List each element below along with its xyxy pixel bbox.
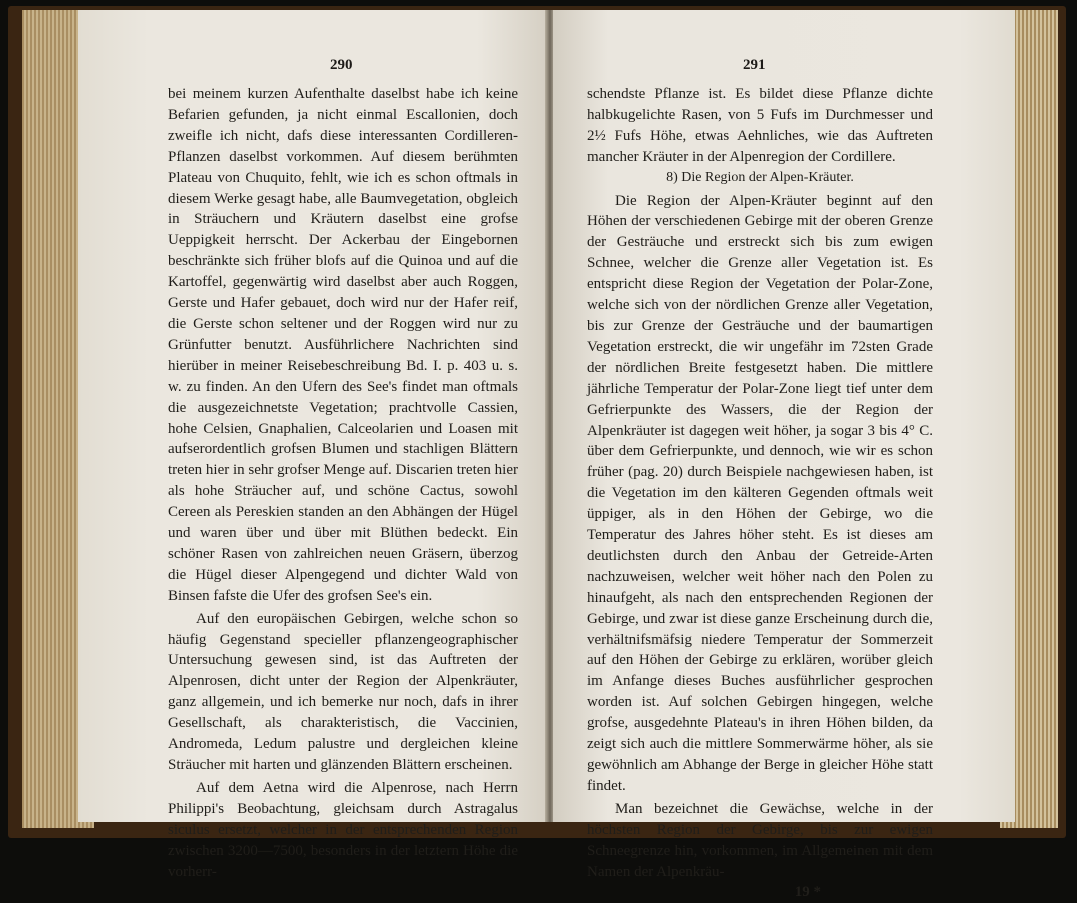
right-paragraph-2: Man bezeichnet die Gewächse, welche in der höchsten Region der Gebirge, bis zur ewigen Schneegrenze hin, vorkommen, im Allgemeinen mit dem Namen der Alpenkräu- xyxy=(587,800,933,880)
left-page xyxy=(78,10,548,880)
right-page-number: 291 xyxy=(743,57,766,73)
left-paragraph-1: bei meinem kurzen Aufenthalte daselbst habe ich keine Befarien gefunden, ja nicht einmal Escallonien, doch zweifle ich nicht, dafs diese interessanten Cordilleren-Pflanzen daselbst vorkommen. Auf diesem berühmten Plateau von Chuquito, fehlt, wie ich es schon oftmals in diesem Werke gesagt habe, alle Baumvegetation, obgleich in Sträuchern und Kräutern daselbst eine grofse Ueppigkeit herrscht. Der Ackerbau der Eingebornen beschränkte sich früher blofs auf die Quinoa und auf die Kartoffel, gegenwärtig wird daselbst aber auch Roggen, Gerste und Hafer gebauet, doch wird nur der Hafer reif, die Gerste schon seltener und der Roggen wird nur zu Grünfutter benutzt. Ausführlichere Nachrichten sind hierüber in meiner Reisebeschreibung Bd. I. p. 403 u. s. w. zu finden. An den Ufern des See's findet man oftmals die ausgezeichnetste Vegetation; prachtvolle Cassien, hohe Celsien, Gnaphalien, Calceolarien und Loasen mit aufserordentlich grofsen Blumen und stachligen Blättern treten hier in sehr grofser Menge auf. Discarien treten hier als hohe Sträucher auf, und schöne Cactus, sowohl Cereen als Pereskien standen an den Abhängen der Hügel und waren über und über mit Blüthen bedeckt. Ein schöner Rasen von zahlreichen neuen Gräsern, überzog die Hügel dieser Alpengegend und dichter Wald von Binsen fafste die Ufer des grofsen See's ein. xyxy=(168,86,518,604)
right-page-text xyxy=(587,84,933,903)
right-paragraph-1: Die Region der Alpen-Kräuter beginnt auf den Höhen der verschiedenen Gebirge mit der oberen Grenze der Gesträuche und erstreckt sich bis zum ewigen Schnee, welcher die Grenze aller Vegetation ist. Es entspricht diese Region der Vegetation der Polar-Zone, welche sich von der nördlichen Grenze aller Vegetation, bis zur Grenze der Gesträuche und der baumartigen Vegetation erstreckt, die wir ungefähr im 72sten Grade der nördlichen Breite festgesetzt haben. Die mittlere jährliche Temperatur der Polar-Zone liegt tief unter dem Gefrierpunkte des Wassers, die der Region der Alpenkräuter ist dagegen weit höher, ja sogar 3 bis 4° C. über dem Gefrierpunkte, und dennoch, wie wir es schon früher (pag. 20) durch Beispiele nachgewiesen haben, ist die Vegetation im den kälteren Gegenden oftmals weit üppiger, als in den Höhen der Gebirge, wo die Temperatur des Jahres höher steht. Es ist dieses am deutlichsten durch den Anbau der Getreide-Arten nachzuweisen, welcher weit höher nach den Polen zu hinaufgeht, als nach den entsprechenden Regionen der Gebirge, und zwar ist diese ganze Erscheinung durch die, verhältnifsmäfsig niedere Temperatur der Sommerzeit auf den Höhen der Gebirge zu erklären, worüber gleich im Anfange dieses Buches ausführlicher gesprochen worden ist. Auf solchen Gebirgen hingegen, welche grofse, ausgedehnte Plateau's in ihren Höhen bilden, da zeigt sich auch die mittlere Sommerwärme höher, als sie gewöhnlich am Abhange der Berge in gleicher Höhe statt findet. xyxy=(587,192,933,794)
left-page-number: 290 xyxy=(330,57,353,73)
left-page-text xyxy=(168,84,518,882)
left-paragraph-2: Auf den europäischen Gebirgen, welche schon so häufig Gegenstand specieller pflanzengeographischer Untersuchung gewesen sind, ist das Auftreten der Alpenrosen, dicht unter der Region der Alpenkräuter, ganz allgemein, und ich bemerke nur noch, dafs in ihrer Gesellschaft, als charakteristisch, die Vaccinien, Andromeda, Ledum palustre und dergleichen kleine Sträucher mit harten und glänzenden Blättern erscheinen. xyxy=(168,610,518,773)
right-page xyxy=(553,10,1015,901)
right-opening-paragraph: schendste Pflanze ist. Es bildet diese Pflanze dichte halbkugelichte Rasen, von 5 Fufs im Durchmesser und 2½ Fufs Höhe, etwas Aehnliches, wie das Auftreten mancher Kräuter in der Alpenregion der Cordillere. xyxy=(587,86,933,165)
section-heading: 8) Die Region der Alpen-Kräuter. xyxy=(666,169,854,185)
signature-mark: 19 * xyxy=(794,884,821,901)
left-paragraph-3: Auf dem Aetna wird die Alpenrose, nach Herrn Philippi's Beobachtung, gleichsam durch Astragalus siculus ersetzt, welcher in der entsprechenden Region zwischen 3200—7500, besonders in der letztern Höhe die vorherr- xyxy=(168,779,518,880)
